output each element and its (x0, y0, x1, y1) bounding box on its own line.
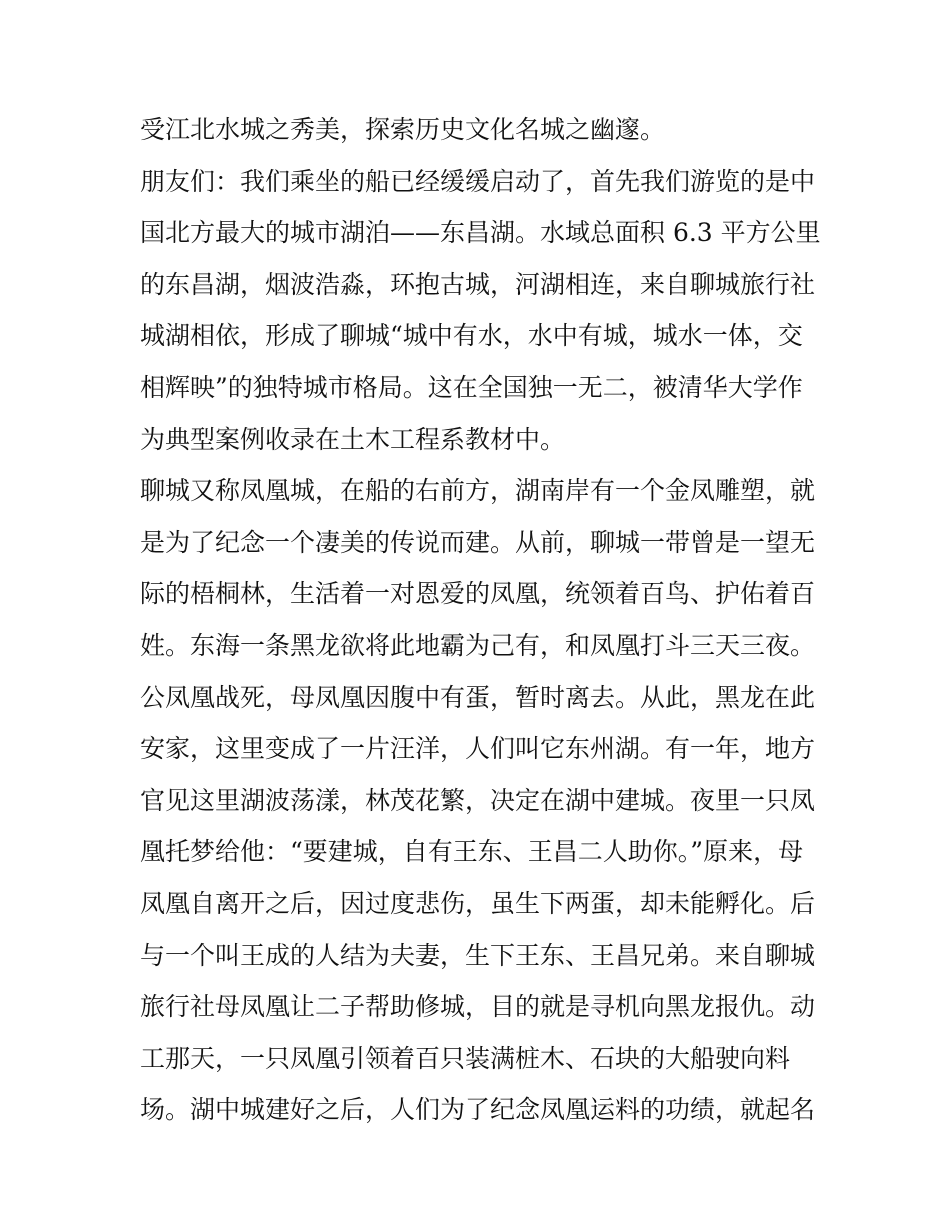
text-line: 国北方最大的城市湖泊——东昌湖。水域总面积 6.3 平方公里 (140, 218, 821, 248)
text-line: 官见这里湖波荡漾，林茂花繁，决定在湖中建城。夜里一只凤 (140, 785, 816, 815)
text-line: 聊城又称凤凰城，在船的右前方，湖南岸有一个金凤雕塑，就 (140, 476, 816, 506)
text-line: 朋友们：我们乘坐的船已经缓缓启动了，首先我们游览的是中 (140, 166, 816, 196)
text-line: 际的梧桐林，生活着一对恩爱的凤凰，统领着百鸟、护佑着百 (140, 579, 816, 609)
text-line: 是为了纪念一个凄美的传说而建。从前，聊城一带曾是一望无 (140, 527, 816, 557)
text-line: 场。湖中城建好之后，人们为了纪念凤凰运料的功绩，就起名 (140, 1095, 816, 1125)
text-line: 凤凰自离开之后，因过度悲伤，虽生下两蛋，却未能孵化。后 (140, 888, 816, 918)
body-text (140, 104, 820, 1136)
text-line: 公凤凰战死，母凤凰因腹中有蛋，暂时离去。从此，黑龙在此 (140, 682, 816, 712)
text-line: 凰托梦给他：“要建城，自有王东、王昌二人助你。”原来，母 (140, 837, 804, 867)
text-line: 为典型案例收录在土木工程系教材中。 (140, 424, 566, 454)
text-line: 旅行社母凤凰让二子帮助修城，目的就是寻机向黑龙报仇。动 (140, 992, 816, 1022)
text-line: 城湖相依，形成了聊城“城中有水，水中有城，城水一体，交 (140, 321, 803, 351)
text-line: 受江北水城之秀美，探索历史文化名城之幽邃。 (140, 115, 666, 144)
text-line: 的东昌湖，烟波浩淼，环抱古城，河湖相连，来自聊城旅行社 (140, 269, 816, 299)
text-line: 安家，这里变成了一片汪洋，人们叫它东州湖。有一年，地方 (140, 734, 816, 764)
text-line: 与一个叫王成的人结为夫妻，生下王东、王昌兄弟。来自聊城 (140, 940, 816, 970)
text-line: 工那天，一只凤凰引领着百只装满桩木、石块的大船驶向料 (140, 1043, 791, 1073)
text-line: 相辉映”的独特城市格局。这在全国独一无二，被清华大学作 (140, 372, 803, 402)
text-line: 姓。东海一条黑龙欲将此地霸为己有，和凤凰打斗三天三夜。 (140, 630, 816, 660)
